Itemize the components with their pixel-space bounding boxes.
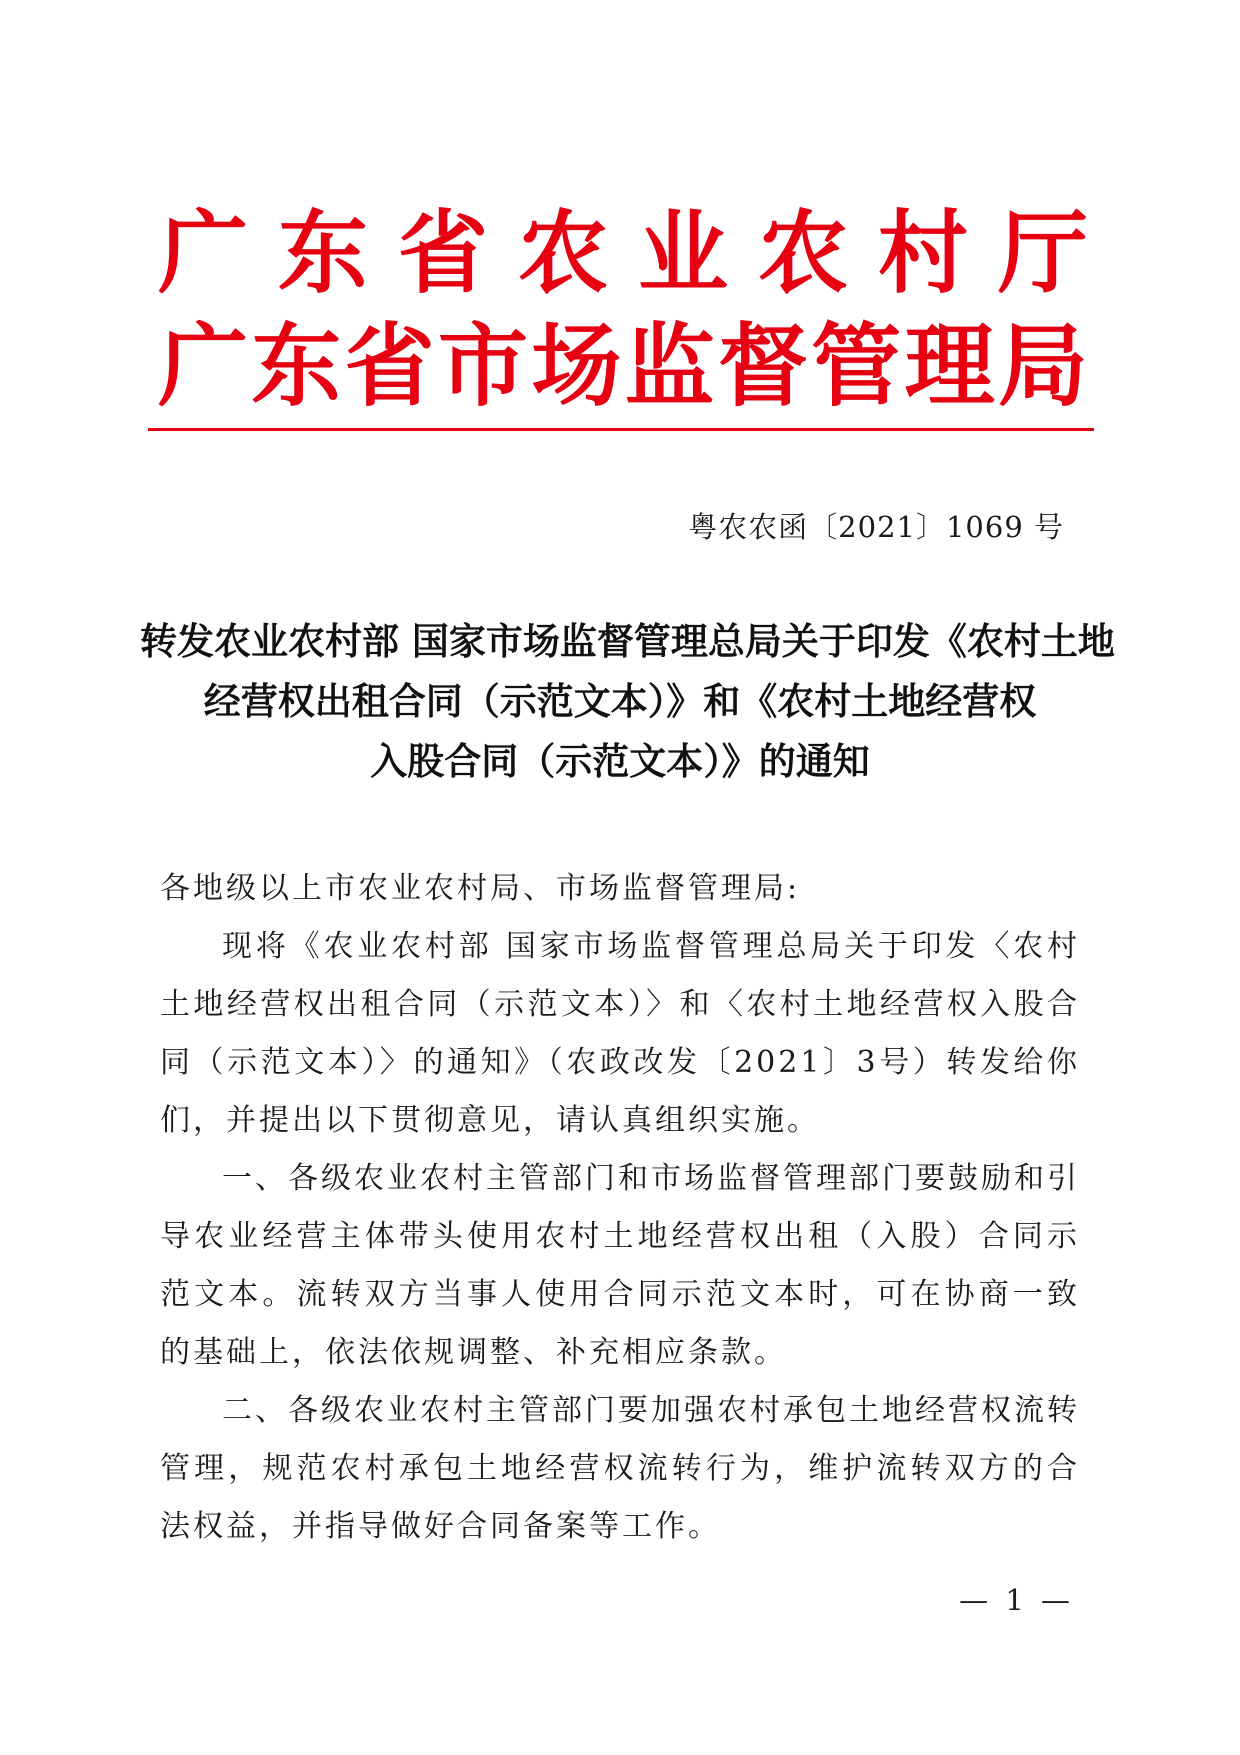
body-paragraph: 一、各级农业农村主管部门和市场监督管理部门要鼓励和引导农业经营主体带头使用农村土地经营权出租（入股）合同示范文本。流转双方当事人使用合同示范文本时，可在协商一致的基础上，依法依规调整、补充相应条款。 (160, 1161, 1080, 1370)
masthead-char: 厅 (998, 201, 1088, 306)
masthead-char: 市 (437, 314, 528, 419)
masthead-char: 业 (638, 201, 728, 306)
title-line-3: 入股合同（示范文本）》的通知 (370, 740, 870, 783)
masthead-char: 村 (878, 201, 968, 306)
body-paragraph: 现将《农业农村部 国家市场监督管理总局关于印发〈农村土地经营权出租合同（示范文本）〉和〈农村土地经营权入股合同（示范文本）〉的通知》（农政改发〔2021〕3号）转发给你们，并提出以下贯彻意见，请认真组织实施。 (160, 929, 1080, 1138)
red-divider (148, 428, 1094, 431)
title-line-1: 转发农业农村部 国家市场监督管理总局关于印发《农村土地 (140, 620, 1115, 663)
masthead-char: 省 (398, 201, 488, 306)
masthead-char: 农 (518, 201, 608, 306)
page-number: — 1 — (959, 1583, 1074, 1617)
masthead-char: 场 (531, 314, 622, 419)
masthead-market-regulation (158, 315, 1088, 419)
masthead-char: 东 (251, 314, 342, 419)
masthead-agriculture (158, 202, 1088, 306)
body-paragraph: 二、各级农业农村主管部门要加强农村承包土地经营权流转管理，规范农村承包土地经营权流转行为，维护流转双方的合法权益，并指导做好合同备案等工作。 (160, 1393, 1080, 1544)
masthead-char: 省 (344, 314, 435, 419)
masthead-char: 理 (904, 314, 995, 419)
document-number: 粤农农函〔2021〕1069 号 (688, 510, 1064, 544)
masthead-char: 监 (624, 314, 715, 419)
masthead-char: 广 (158, 201, 248, 306)
masthead-char: 局 (997, 314, 1088, 419)
masthead-char: 督 (717, 314, 808, 419)
masthead-line-2 (158, 315, 1088, 419)
document-title (140, 612, 1115, 792)
salutation: 各地级以上市农业农村局、市场监督管理局: (160, 871, 801, 906)
masthead-char: 管 (811, 314, 902, 419)
masthead-char: 广 (158, 314, 248, 419)
masthead-line-1 (158, 202, 1088, 306)
title-line-2: 经营权出租合同（示范文本）》和《农村土地经营权 (203, 680, 1037, 723)
document-body (160, 860, 1080, 1556)
masthead-char: 东 (278, 201, 368, 306)
masthead-char: 农 (758, 201, 848, 306)
